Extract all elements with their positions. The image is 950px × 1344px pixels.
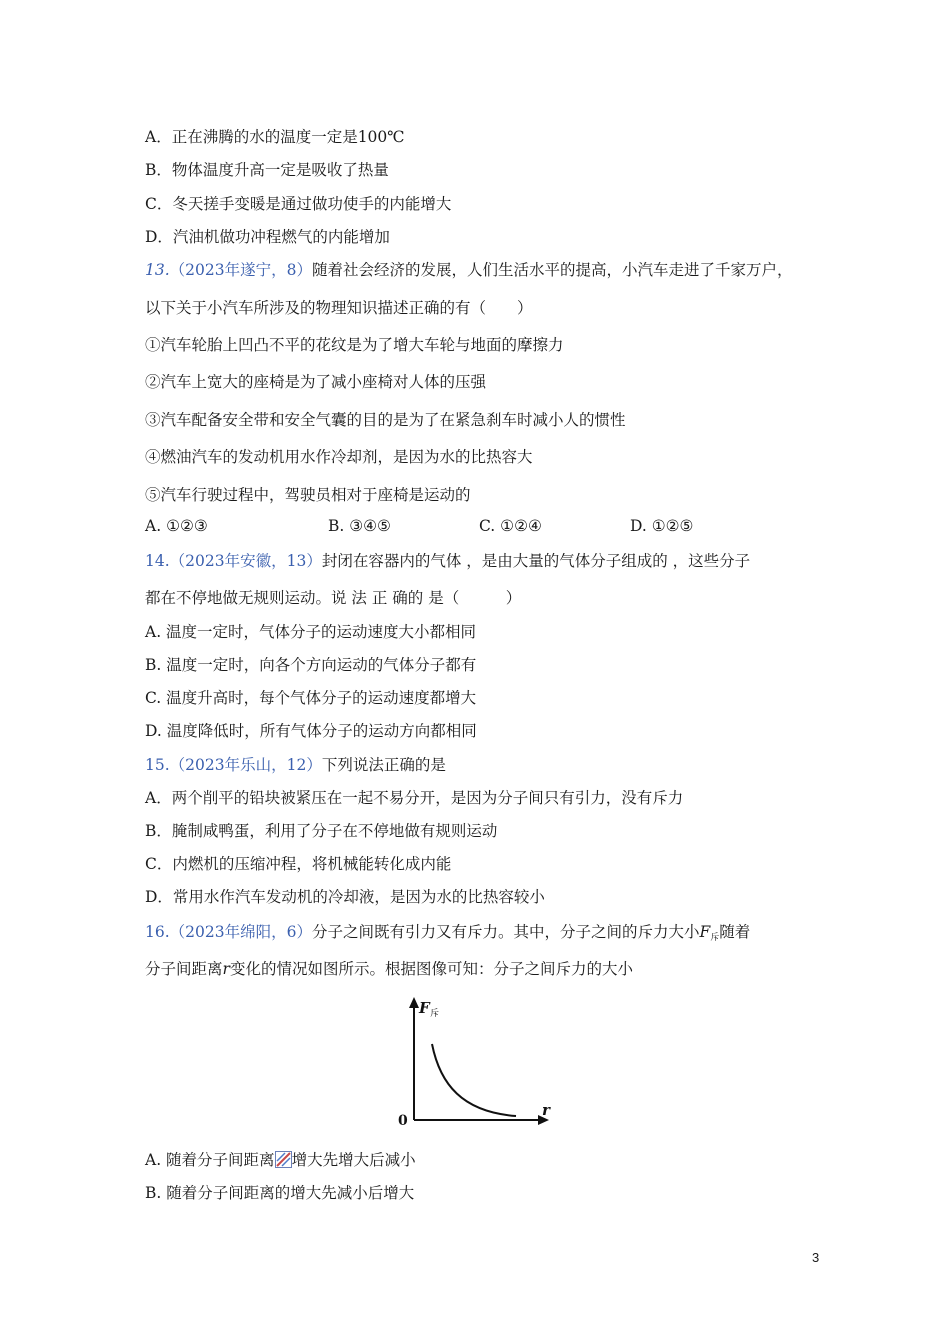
q16-option-b: B. 随着分子间距离的增大先减小后增大 bbox=[145, 1184, 415, 1202]
q15-option-a: A．两个削平的铅块被紧压在一起不易分开，是因为分子间只有引力，没有斥力 bbox=[145, 789, 684, 807]
q13-number: 13. bbox=[145, 261, 170, 279]
q15-source: （2023年乐山，12） bbox=[169, 756, 322, 774]
q16-force-var: F bbox=[699, 923, 711, 941]
q16-source: （2023年绵阳，6） bbox=[169, 923, 312, 941]
q13-statement-4: ④燃油汽车的发动机用水作冷却剂，是因为水的比热容大 bbox=[145, 448, 533, 466]
q14-option-c: C. 温度升高时，每个气体分子的运动速度都增大 bbox=[145, 689, 477, 707]
q15-option-d: D．常用水作汽车发动机的冷却液，是因为水的比热容较小 bbox=[145, 888, 545, 906]
q16-option-a bbox=[145, 1150, 416, 1170]
q13-statement-5: ⑤汽车行驶过程中，驾驶员相对于座椅是运动的 bbox=[145, 486, 471, 504]
q15-number: 15. bbox=[145, 756, 170, 774]
q13-choice-b-value: ③④⑤ bbox=[349, 517, 391, 535]
y-axis-label-sub: 斥 bbox=[430, 1009, 440, 1019]
q14-stem-line1: 封闭在容器内的气体 ，是由大量的气体分子组成的 ，这些分子 bbox=[321, 552, 751, 570]
q13-choice-d-value: ①②⑤ bbox=[651, 517, 694, 535]
q13-stem-line1: 随着社会经济的发展，人们生活水平的提高，小汽车走进了千家万户， bbox=[311, 261, 793, 279]
q15-option-c: C．内燃机的压缩冲程，将机械能转化成内能 bbox=[145, 855, 452, 873]
q13-source: （2023年遂宁，8） bbox=[169, 261, 312, 279]
y-axis-label: F bbox=[419, 999, 430, 1017]
broken-image-icon bbox=[275, 1151, 292, 1168]
origin-label: 0 bbox=[398, 1113, 408, 1129]
q16-stem-line1-a: 分子之间既有引力又有斥力。其中，分子之间的斥力大小 bbox=[311, 923, 700, 941]
q13-choice-c-letter: C. bbox=[479, 517, 496, 535]
y-axis-arrow bbox=[409, 997, 419, 1008]
q16-distance-var: r bbox=[222, 960, 230, 978]
q14-option-b: B. 温度一定时，向各个方向运动的气体分子都有 bbox=[145, 656, 477, 674]
q13-choice-b-letter: B. bbox=[328, 517, 345, 535]
q13-choice-a bbox=[145, 516, 208, 536]
q12-option-b: B．物体温度升高一定是吸收了热量 bbox=[145, 161, 389, 179]
q13-choice-b bbox=[328, 516, 391, 536]
q14-option-a: A. 温度一定时，气体分子的运动速度大小都相同 bbox=[145, 623, 477, 641]
q15-option-b: B．腌制咸鸭蛋，利用了分子在不停地做有规则运动 bbox=[145, 822, 498, 840]
x-axis-label: r bbox=[542, 1101, 550, 1119]
q16-force-sub: 斥 bbox=[710, 933, 720, 943]
q16-stem-line1-b: 随着 bbox=[719, 923, 751, 941]
q13-choice-c bbox=[479, 516, 542, 536]
q13-stem-line2: 以下关于小汽车所涉及的物理知识描述正确的有（ ） bbox=[145, 299, 533, 317]
q14-option-d: D. 温度降低时，所有气体分子的运动方向都相同 bbox=[145, 722, 477, 740]
q16-number: 16. bbox=[145, 923, 170, 941]
q16-option-a-post: 增大先增大后减小 bbox=[291, 1151, 416, 1169]
q16-stem bbox=[145, 922, 750, 948]
q13-choice-a-letter: A. bbox=[145, 517, 162, 535]
q16-option-a-pre: A. 随着分子间距离 bbox=[145, 1151, 275, 1169]
q13-stem bbox=[145, 260, 792, 280]
q15-stem-text: 下列说法正确的是 bbox=[321, 756, 446, 774]
force-curve bbox=[432, 1044, 516, 1116]
q14-stem-line2: 都在不停地做无规则运动。说 法 正 确的 是（ ） bbox=[145, 589, 522, 607]
q13-statement-2: ②汽车上宽大的座椅是为了减小座椅对人体的压强 bbox=[145, 373, 487, 391]
page-number: 3 bbox=[812, 1250, 820, 1265]
q13-choice-d-letter: D. bbox=[630, 517, 647, 535]
q16-stem-line2 bbox=[145, 959, 633, 979]
repulsion-force-graph bbox=[392, 994, 562, 1134]
q14-stem bbox=[145, 551, 750, 571]
q12-option-c: C．冬天搓手变暖是通过做功使手的内能增大 bbox=[145, 195, 452, 213]
q16-stem-line2-b: 变化的情况如图所示。根据图像可知：分子之间斥力的大小 bbox=[229, 960, 633, 978]
q16-stem-line2-a: 分子间距离 bbox=[145, 960, 223, 978]
q13-choice-d bbox=[630, 516, 693, 536]
q13-statement-3: ③汽车配备安全带和安全气囊的目的是为了在紧急刹车时减小人的惯性 bbox=[145, 411, 626, 429]
q15-stem bbox=[145, 755, 446, 775]
q13-choice-a-value: ①②③ bbox=[166, 517, 208, 535]
q14-number: 14. bbox=[145, 552, 170, 570]
q13-choice-c-value: ①②④ bbox=[500, 517, 542, 535]
q14-source: （2023年安徽，13） bbox=[169, 552, 322, 570]
q12-option-a: A．正在沸腾的水的温度一定是100℃ bbox=[145, 128, 405, 146]
q13-statement-1: ①汽车轮胎上凹凸不平的花纹是为了增大车轮与地面的摩擦力 bbox=[145, 336, 564, 354]
q12-option-d: D．汽油机做功冲程燃气的内能增加 bbox=[145, 228, 390, 246]
